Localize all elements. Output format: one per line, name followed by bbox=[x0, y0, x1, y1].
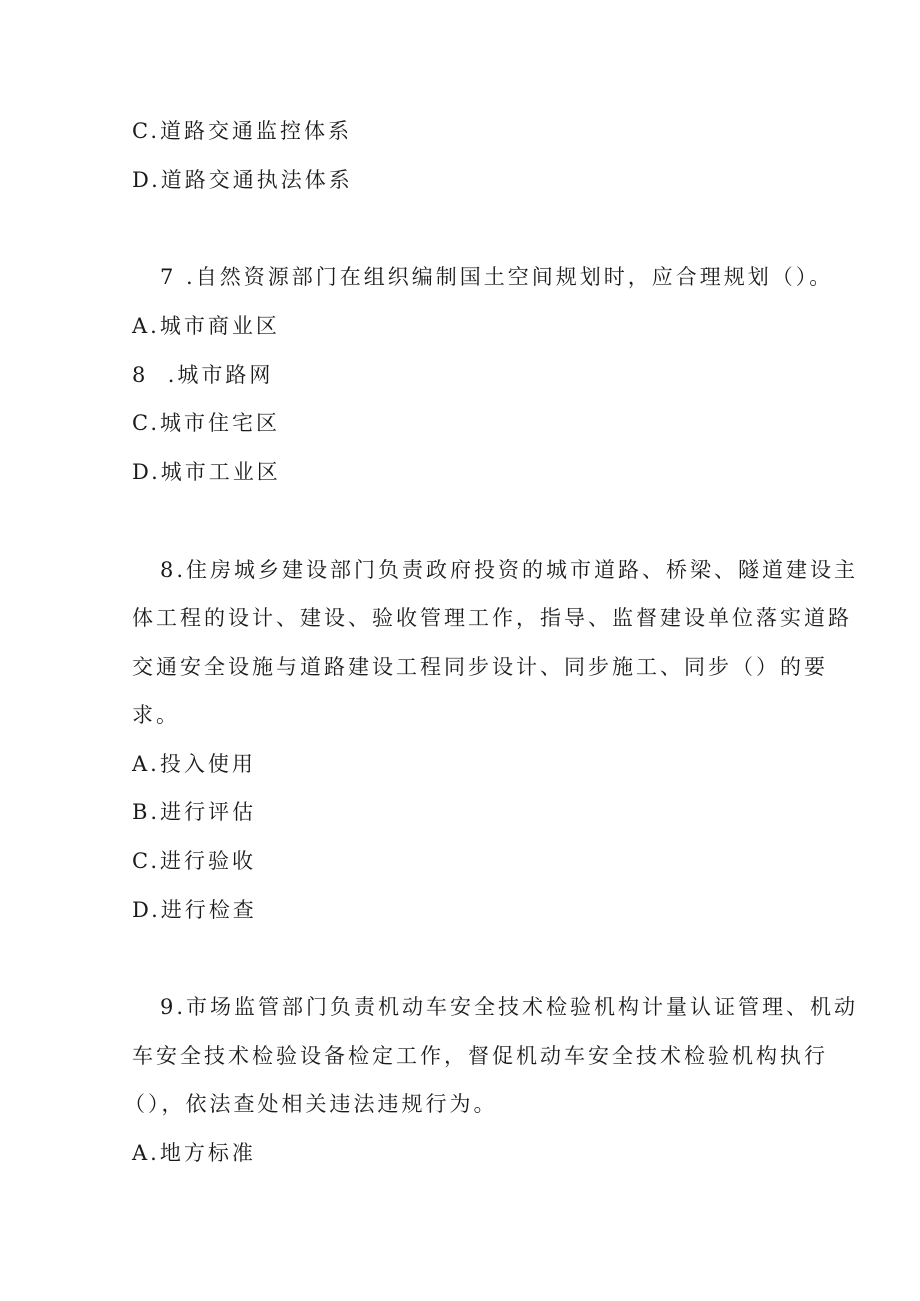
q9-stem-line-1: 9.市场监管部门负责机动车安全技术检验机构计量认证管理、机动 bbox=[160, 995, 859, 1019]
q7-option-a: A.城市商业区 bbox=[132, 314, 280, 338]
q8-stem-line-3: 交通安全设施与道路建设工程同步设计、同步施工、同步（）的要 bbox=[132, 655, 828, 679]
q9-stem-line-2: 车安全技术检验设备检定工作，督促机动车安全技术检验机构执行 bbox=[132, 1044, 828, 1068]
q7-option-c: C.城市住宅区 bbox=[132, 411, 280, 435]
q7-option-d: D.城市工业区 bbox=[132, 460, 281, 484]
q6-option-c: C.道路交通监控体系 bbox=[132, 119, 352, 143]
q6-option-d: D.道路交通执法体系 bbox=[132, 168, 353, 192]
q8-option-d: D.进行检查 bbox=[132, 898, 257, 922]
q8-stem-line-2: 体工程的设计、建设、验收管理工作，指导、监督建设单位落实道路 bbox=[132, 606, 852, 630]
q7-stem: 7 .自然资源部门在组织编制国土空间规划时，应合理规划（）。 bbox=[160, 265, 834, 289]
q9-stem-line-3: （），依法查处相关违法违规行为。 bbox=[124, 1092, 498, 1116]
q8-stem-line-4: 求。 bbox=[132, 703, 180, 727]
q8-option-b: B.进行评估 bbox=[132, 800, 257, 824]
q8-stem-line-1: 8.住房城乡建设部门负责政府投资的城市道路、桥梁、隧道建设主 bbox=[160, 558, 859, 582]
q9-option-a: A.地方标准 bbox=[132, 1141, 256, 1165]
q8-option-c: C.进行验收 bbox=[132, 849, 256, 873]
q8-option-a: A.投入使用 bbox=[132, 752, 256, 776]
q7-option-b: 8 .城市路网 bbox=[132, 363, 274, 387]
